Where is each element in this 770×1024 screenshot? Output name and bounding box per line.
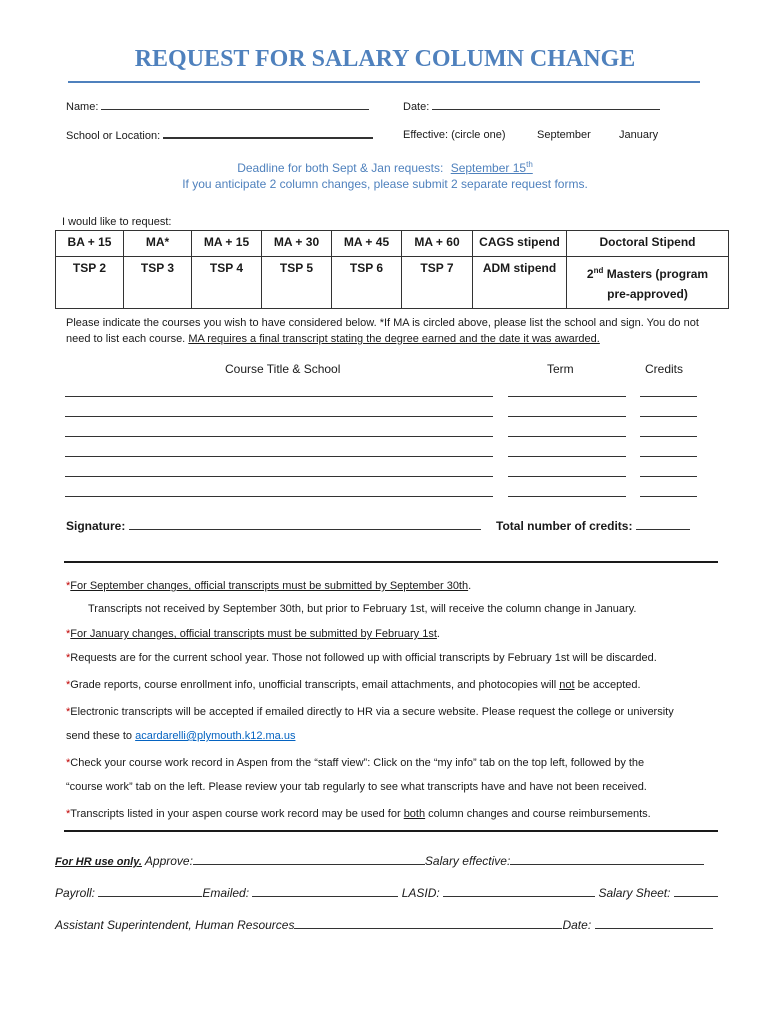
instructions: [66, 315, 706, 347]
date-field-row: [403, 100, 660, 113]
lasid-field[interactable]: [443, 887, 595, 897]
lasid-label: LASID:: [401, 886, 440, 900]
note-both-word: both: [403, 808, 426, 820]
course-title-field[interactable]: [65, 396, 493, 397]
course-column-header: Course Title & School: [225, 362, 341, 376]
credits-field[interactable]: [640, 416, 697, 417]
option-tsp-5[interactable]: TSP 5: [262, 257, 332, 309]
course-title-field[interactable]: [65, 436, 493, 437]
note-september: *For September changes, official transcripts must be submitted by September 30th.: [66, 580, 472, 592]
option-cags-stipend[interactable]: CAGS stipend: [473, 231, 567, 257]
request-options-table: [55, 230, 729, 309]
asst-date-field[interactable]: [595, 919, 713, 929]
hr-payroll-row: [55, 886, 718, 900]
option-tsp-3[interactable]: TSP 3: [124, 257, 192, 309]
term-field[interactable]: [508, 416, 626, 417]
date-label: Date:: [403, 101, 430, 113]
credits-field[interactable]: [640, 476, 697, 477]
salary-sheet-label: Salary Sheet:: [598, 886, 671, 900]
term-field[interactable]: [508, 476, 626, 477]
note-electronic: *Electronic transcripts will be accepted if emailed directly to HR via a secure website. Please request the college or university: [66, 706, 674, 718]
note-electronic-send: send these to: [66, 730, 133, 742]
credits-field[interactable]: [640, 456, 697, 457]
deadline-line: [0, 160, 770, 175]
note-current-year-text: Requests are for the current school year. Those not followed up with official transcripts by February 1st will be discarded.: [70, 652, 657, 664]
payroll-field[interactable]: [98, 887, 202, 897]
course-title-field[interactable]: [65, 476, 493, 477]
deadline-text: Deadline for both Sept & Jan requests:: [237, 161, 444, 175]
payroll-label: Payroll:: [55, 886, 96, 900]
credits-column-header: Credits: [645, 362, 684, 376]
note-january-text: For January changes, official transcripts must be submitted by February 1st: [70, 628, 437, 640]
hr-email-link[interactable]: acardarelli@plymouth.k12.ma.us: [135, 730, 296, 742]
asst-date-label: Date:: [562, 918, 592, 932]
divider: [64, 830, 718, 832]
note-reimbursement: *Transcripts listed in your aspen course work record may be used for both column changes and course reimbursements.: [66, 808, 651, 820]
note-not-accepted-b: be accepted.: [577, 679, 641, 691]
deadline-note: If you anticipate 2 column changes, please submit 2 separate request forms.: [182, 177, 588, 191]
request-label: I would like to request:: [62, 216, 172, 228]
hr-use-only-label: For HR use only.: [55, 856, 142, 868]
options-row-2: [56, 257, 729, 309]
masters-text: Masters (program: [606, 267, 709, 281]
total-credits-field[interactable]: [636, 520, 690, 530]
option-doctoral-stipend[interactable]: Doctoral Stipend: [567, 231, 729, 257]
deadline-date-sup: th: [526, 160, 533, 169]
note-september-text: For September changes, official transcripts must be submitted by September 30th: [70, 580, 469, 592]
option-tsp-2[interactable]: TSP 2: [56, 257, 124, 309]
term-field[interactable]: [508, 496, 626, 497]
masters-sup: nd: [593, 266, 604, 275]
total-credits-label: Total number of credits: [496, 519, 629, 533]
credits-field[interactable]: [640, 396, 697, 397]
salary-effective-label: Salary effective:: [424, 854, 511, 868]
option-ma-45[interactable]: MA + 45: [332, 231, 402, 257]
asst-superintendent-label: Assistant Superintendent, Human Resources: [55, 918, 295, 932]
instructions-underlined: MA requires a final transcript stating the degree earned and the date it was awarded.: [188, 333, 600, 345]
options-row-1: [56, 231, 729, 257]
salary-sheet-field[interactable]: [674, 887, 718, 897]
course-title-field[interactable]: [65, 456, 493, 457]
note-electronic-email: [66, 730, 295, 742]
note-not-accepted-a: Grade reports, course enrollment info, unofficial transcripts, email attachments, and photocopies will: [70, 679, 557, 691]
instructions-text: Please indicate the courses you wish to have considered below. *If MA is circled above, please list the school and sign. You do not need to list each course.: [66, 317, 699, 345]
option-ma[interactable]: MA*: [124, 231, 192, 257]
option-ba-15[interactable]: BA + 15: [56, 231, 124, 257]
salary-effective-field[interactable]: [510, 855, 704, 865]
deadline-date: [451, 161, 533, 175]
hr-asst-row: [55, 918, 713, 932]
asst-superintendent-field[interactable]: [294, 919, 562, 929]
option-ma-30[interactable]: MA + 30: [262, 231, 332, 257]
note-electronic-text: Electronic transcripts will be accepted if emailed directly to HR via a secure website. Please request the college or university: [70, 706, 674, 718]
name-field-row: [66, 100, 369, 113]
deadline-date-main: September 15: [450, 161, 527, 175]
note-reimbursement-b: column changes and course reimbursements.: [428, 808, 651, 820]
signature-field[interactable]: [129, 520, 481, 530]
total-credits-row: Total number of credits:: [496, 519, 690, 533]
term-field[interactable]: [508, 456, 626, 457]
masters-num: 2: [586, 267, 594, 281]
school-field-row: [66, 129, 373, 142]
name-field[interactable]: [101, 100, 369, 110]
term-field[interactable]: [508, 436, 626, 437]
note-aspen: *Check your course work record in Aspen from the “staff view”: Click on the “my info” tab on the top left, followed by the: [66, 757, 645, 769]
masters-line2: pre-approved): [607, 287, 688, 301]
effective-label: Effective: (circle one): [403, 129, 506, 141]
hr-approve-row: [55, 854, 704, 868]
option-ma-60[interactable]: MA + 60: [402, 231, 473, 257]
school-field[interactable]: [163, 129, 373, 139]
signature-label: Signature: [66, 519, 122, 533]
option-tsp-6[interactable]: TSP 6: [332, 257, 402, 309]
option-second-masters[interactable]: [567, 257, 729, 309]
option-adm-stipend[interactable]: ADM stipend: [473, 257, 567, 309]
approve-field[interactable]: [193, 855, 425, 865]
note-not-accepted: *Grade reports, course enrollment info, unofficial transcripts, email attachments, and photocopies will not be accepted.: [66, 679, 641, 691]
term-column-header: Term: [547, 362, 574, 376]
approve-label: Approve:: [144, 854, 193, 868]
course-title-field[interactable]: [65, 416, 493, 417]
note-january: *For January changes, official transcripts must be submitted by February 1st.: [66, 628, 440, 640]
course-title-field[interactable]: [65, 496, 493, 497]
option-tsp-4[interactable]: TSP 4: [192, 257, 262, 309]
option-tsp-7[interactable]: TSP 7: [402, 257, 473, 309]
effective-option-january[interactable]: January: [619, 129, 659, 141]
name-label: Name:: [66, 101, 99, 113]
note-aspen-detail: “course work” tab on the left. Please review your tab regularly to see what transcripts have and have not been received.: [66, 781, 647, 793]
credits-field[interactable]: [640, 496, 697, 497]
note-current-year: *Requests are for the current school year. Those not followed up with official transcripts by February 1st will be discarded.: [66, 652, 657, 664]
signature-row: Signature:: [66, 519, 481, 533]
page-title: REQUEST FOR SALARY COLUMN CHANGE: [134, 46, 636, 72]
note-september-detail: Transcripts not received by September 30th, but prior to February 1st, will receive the column change in January.: [88, 603, 637, 615]
note-aspen-text: Check your course work record in Aspen from the “staff view”: Click on the “my info” tab on the top left, followed by the: [70, 757, 645, 769]
note-reimbursement-a: Transcripts listed in your aspen course work record may be used for: [70, 808, 401, 820]
title-rule: [68, 81, 700, 83]
effective-option-september[interactable]: September: [537, 129, 591, 141]
credits-field[interactable]: [640, 436, 697, 437]
school-label: School or Location:: [66, 130, 161, 142]
date-field[interactable]: [432, 100, 660, 110]
term-field[interactable]: [508, 396, 626, 397]
note-not-word: not: [559, 679, 575, 691]
divider: [64, 561, 718, 563]
emailed-label: Emailed:: [202, 886, 250, 900]
option-ma-15[interactable]: MA + 15: [192, 231, 262, 257]
emailed-field[interactable]: [252, 887, 398, 897]
